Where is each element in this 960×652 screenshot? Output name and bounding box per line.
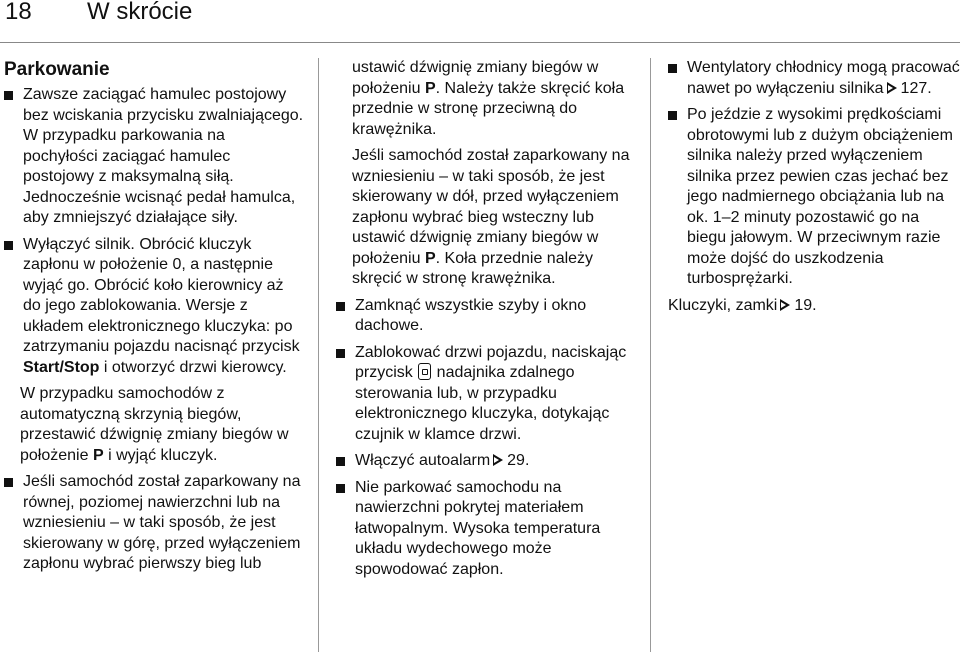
gear-position-p: P (424, 79, 436, 97)
list-item-text: Zawsze zaciągać hamulec postojowy bez wciskania przycisku zwalniającego. W przypadku parkowania na pochyłości zaciągać hamulec postojowy z maksymalną siłą. Jednocześnie wcisnąć pedał hamulca, aby zmniejszyć działające siły. (23, 86, 304, 226)
paragraph-text: W przypadku samochodów z automatyczną skrzynią biegów, przestawić dźwignię zmiany biegów w położenie (20, 385, 289, 464)
list-item (668, 58, 960, 99)
gear-position-p: P (424, 249, 436, 267)
paragraph (336, 146, 640, 290)
page-reference[interactable]: 127. (900, 79, 932, 97)
list-item-text: nadajnika zdalnego sterowania lub, w przypadku elektronicznego kluczyka, dotykając czujnik w klamce drzwi. (355, 364, 610, 443)
list-item-text: Po jeździe z wysokimi prędkościami obrotowymi lub z dużym obciążeniem silnika należy przed wyłączeniem silnika przez pewien czas jechać bez jego nadmiernego obciążania lub na ok. 1–2 minuty pozostawić go na biegu jałowym. W przeciwnym razie może dojść do uszkodzenia turbosprężarki. (687, 106, 953, 287)
bullet-icon (336, 349, 345, 358)
bullet-icon (668, 64, 677, 73)
bullet-icon (668, 111, 677, 120)
bullet-icon (336, 484, 345, 493)
column-right (668, 58, 960, 322)
paragraph-text: i wyjąć kluczyk. (103, 446, 218, 464)
list-item (4, 472, 304, 575)
page-number: 18 (5, 0, 32, 25)
list-item (336, 343, 640, 446)
list-item-text: Jeśli samochód został zaparkowany na równej, poziomej nawierzchni lub na wzniesieniu – w taki sposób, że jest skierowany w górę, przed wyłączeniem zapłonu wybrać pierwszy bieg lub (23, 473, 301, 572)
column-divider (318, 58, 319, 652)
paragraph (4, 384, 304, 466)
bullet-icon (336, 457, 345, 466)
chapter-title: W skrócie (87, 0, 193, 25)
column-left (4, 58, 304, 581)
list-item (4, 235, 304, 379)
page-header (0, 0, 960, 44)
page-reference[interactable]: 29. (507, 452, 530, 469)
lock-key-icon (418, 363, 431, 380)
list-item-text: Zablokować drzwi pojazdu, naciskając przycisk (355, 343, 627, 381)
page-reference-icon (886, 81, 899, 94)
bullet-icon (336, 302, 345, 311)
bullet-icon (4, 241, 13, 250)
list-item (4, 85, 304, 229)
list-item (668, 105, 960, 290)
button-name-start-stop: Start/Stop (23, 358, 100, 376)
list-item-text: i otworzyć drzwi kierowcy. (99, 358, 287, 376)
list-item-text: Zamknąć wszystkie szyby i okno dachowe. (355, 296, 587, 334)
list-item (336, 478, 640, 581)
paragraph-text: Kluczyki, zamki (668, 296, 778, 314)
column-middle (336, 58, 640, 586)
paragraph-text: ustawić dźwignię zmiany biegów w położeniu (352, 59, 599, 97)
paragraph-continued (336, 58, 640, 140)
section-title: Parkowanie (4, 59, 110, 80)
column-divider (650, 58, 651, 652)
paragraph-text: . Należy także skręcić koła przednie w stronę przeciwną do krawężnika. (352, 79, 625, 138)
page-reference-icon (492, 453, 505, 466)
page-reference-icon (779, 298, 792, 311)
see-also-paragraph (668, 296, 960, 317)
page-reference[interactable]: 19. (794, 296, 817, 314)
list-item (336, 451, 640, 472)
paragraph-text: Jeśli samochód został zaparkowany na wzniesieniu – w taki sposób, że jest skierowany w dół, przed wyłączeniem zapłonu wybrać bieg wsteczny lub ustawić dźwignię zmiany biegów w położeniu (352, 147, 630, 267)
paragraph-text: . Koła przednie należy skręcić w stronę krawężnika. (352, 249, 594, 287)
list-item-text: Wyłączyć silnik. Obrócić kluczyk zapłonu w położenie 0, a następnie wyjąć go. Obrócić koło kierownicy aż do jego zablokowania. Wersje z układem elektronicznego kluczyka: po zatrzymaniu pojazdu nacisnąć przycisk (23, 235, 300, 355)
list-item (336, 296, 640, 337)
bullet-icon (4, 478, 13, 487)
header-divider (0, 42, 960, 43)
bullet-icon (4, 91, 13, 100)
list-item-text: Włączyć autoalarm (355, 452, 491, 469)
list-item-text: Wentylatory chłodnicy mogą pracować nawet po wyłączeniu silnika (687, 59, 960, 97)
gear-position-p: P (92, 446, 104, 464)
list-item-text: Nie parkować samochodu na nawierzchni pokrytej materiałem łatwopalnym. Wysoka temperatura układu wydechowego może spowodować zapłon. (355, 478, 601, 578)
